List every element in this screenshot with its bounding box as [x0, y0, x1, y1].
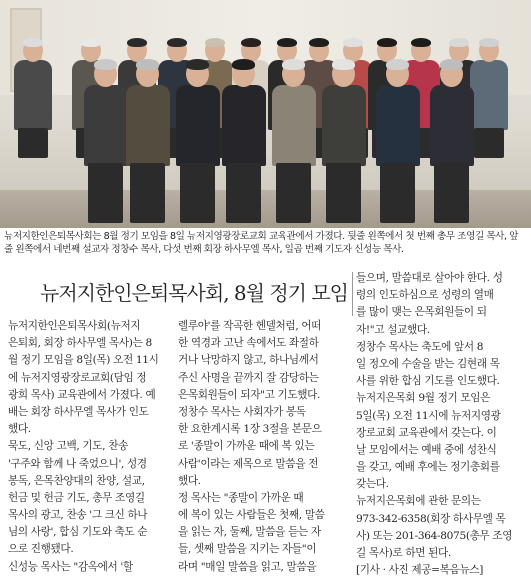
article-line: 자!"고 설교했다.	[356, 323, 430, 336]
article-line: 장로교회 교육관에서 갖는다. 이	[356, 426, 497, 439]
article-line: 은목회원들이 되자"고 기도했다.	[178, 388, 321, 401]
article-column-3	[356, 270, 528, 579]
article-line: 령의 인도하심으로 성령의 열매	[356, 289, 494, 302]
article-line: 을 갖고, 예배 후에는 정기총회를	[356, 461, 500, 474]
article-line: 사) 또는 201-364-8075(총무 조영	[356, 529, 513, 542]
article-line: 를 많이 맺는 은목회원들이 되	[356, 306, 487, 319]
article-line: 을 읽는 자, 둘째, 말씀을 듣는 자	[178, 526, 321, 539]
article-line: 길 목사)로 하면 된다.	[356, 547, 451, 559]
article-line: 으로 진행됐다.	[8, 543, 74, 556]
article-line: 님의 사랑', 합심 기도와 축도 순	[8, 526, 148, 539]
article-line: 광희 목사) 교육관에서 가졌다. 예	[8, 388, 156, 401]
article-line: 갖는다.	[356, 478, 389, 491]
article-line: 월 정기 모임을 8일(목) 오전 11시	[8, 354, 159, 367]
article-line: 973-342-6358(회장 하사무엘 목	[356, 512, 506, 525]
article-line: '구주와 함께 나 죽었으니', 성경	[8, 457, 147, 470]
article-column-2	[178, 318, 348, 576]
column-divider	[352, 272, 353, 316]
article-line: 목사의 광고, 찬송 '그 크신 하나	[8, 509, 148, 522]
article-line: 들, 셋째 말씀을 지키는 자들"이	[178, 543, 317, 556]
article-line: 일 정오에 수술을 받는 김현래 목	[356, 357, 500, 370]
article-line: 은퇴회, 회장 하사무엘 목사)는 8	[8, 337, 152, 350]
article-line: 날 모임에서는 예배 중에 성찬식	[356, 443, 497, 456]
article-line: 사를 위한 합심 기도를 인도했다.	[356, 375, 500, 388]
article-line: 정창수 목사는 축도에 앞서 8	[356, 340, 484, 353]
article-line: 뉴저지은목회에 관한 문의는	[356, 495, 481, 508]
article-line: 한 역경과 고난 속에서도 좌절하	[178, 337, 319, 350]
article-line: 봉독, 은목찬양대의 찬양, 설교,	[8, 474, 145, 487]
article-line: [기사 · 사진 제공=복음뉴스]	[356, 564, 483, 577]
article-line: 했다.	[178, 474, 201, 487]
article-line: 뉴저지한인은퇴목사회(뉴저지	[8, 320, 141, 332]
article-line: 정창수 목사는 사회자가 봉독	[178, 405, 306, 418]
article-line: 들으며, 말씀대로 살아야 한다. 성	[356, 272, 503, 284]
article-line: 헌금 및 헌금 기도, 총무 조영길	[8, 491, 145, 504]
photo-caption	[4, 230, 527, 256]
article-line: 묵도, 신앙 고백, 기도, 찬송	[8, 440, 128, 453]
article-line: 한 요한계시록 1장 3절을 본문으	[178, 423, 322, 436]
article-headline: 뉴저지한인은퇴목사회, 8월 정기 모임	[40, 281, 348, 305]
group-photo	[0, 0, 531, 228]
article-line: 했다.	[8, 423, 31, 436]
article-line: 뉴저지은목회 9월 정기 모임은	[356, 392, 491, 405]
article-line: 에 뉴저지영광장로교회(담임 정	[8, 371, 147, 384]
caption-line: 뉴저지한인은퇴목사회는 8월 정기 모임을 8일 뉴저지영광장로교회 교육관에서 가졌다. 뒷줄 왼쪽에서 첫 번째 총무 조영길 목사, 앞	[4, 231, 519, 242]
article-line: 주신 사명을 끝까지 잘 감당하는	[178, 371, 319, 384]
article-column-1	[8, 318, 174, 576]
article-line: 거나 낙망하지 않고, 하나님께서	[178, 354, 319, 367]
caption-line: 줄 왼쪽에서 네번째 설교자 정창수 목사, 다섯 번째 회장 하사무엘 목사, 일곱 번째 기도자 신성능 목사.	[4, 244, 404, 255]
article-line: 사람'이라는 제목으로 말씀을 전	[178, 457, 319, 470]
article-line: 에 복이 있는 사람들은 첫째, 말씀	[178, 509, 325, 522]
article-line: 라며 "매일 말씀을 읽고, 말씀을	[178, 560, 317, 573]
article-line: 렐루야'를 작곡한 헨델처럼, 어떠	[178, 320, 322, 332]
article-line: 5일(목) 오전 11시에 뉴저지영광	[356, 409, 501, 422]
article-line: 로 '종말이 가까운 때에 복 있는	[178, 440, 315, 453]
article-line: 정 목사는 "종말이 가까운 때	[178, 491, 304, 504]
article-line: 신성능 목사는 "감옥에서 '할	[8, 560, 133, 573]
article-line: 배는 회장 하사무엘 목사가 인도	[8, 405, 149, 418]
